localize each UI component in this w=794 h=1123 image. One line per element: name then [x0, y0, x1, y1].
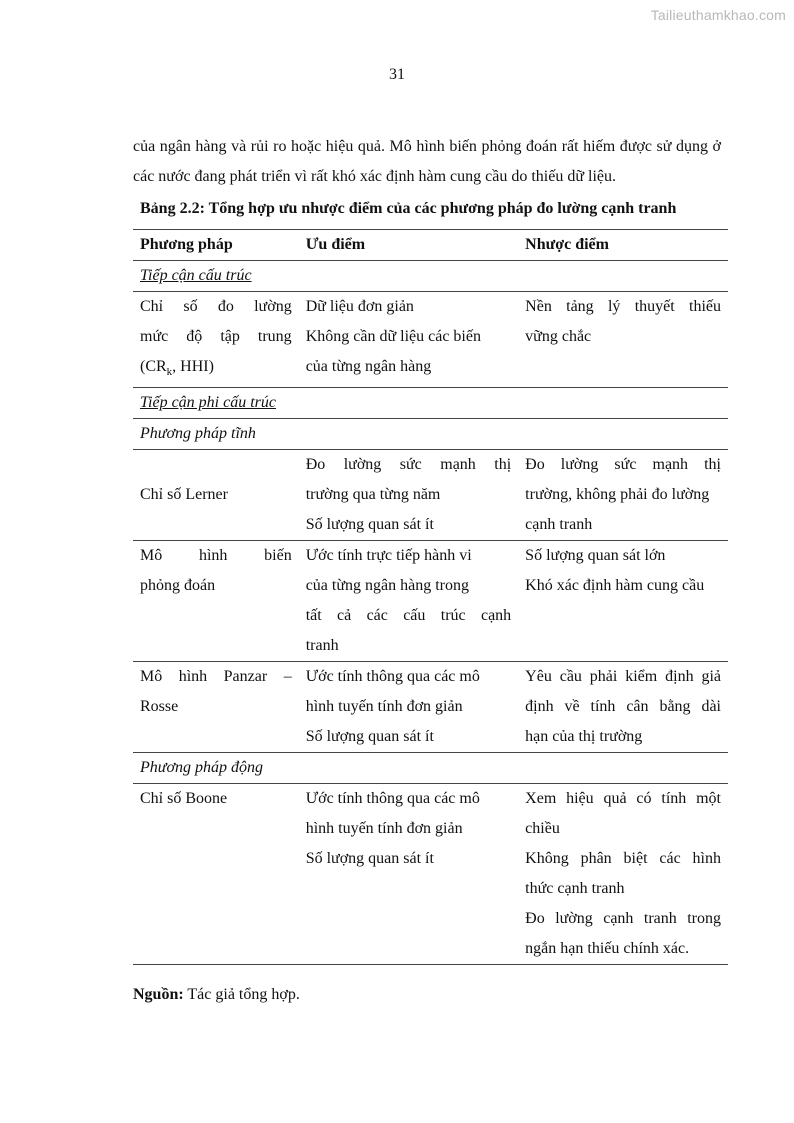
- section-structural: Tiếp cận cấu trúc: [133, 261, 299, 292]
- page-number: 31: [389, 66, 405, 83]
- section-static: Phương pháp tĩnh: [133, 419, 299, 450]
- section-row-structural: [133, 261, 728, 292]
- disadvantages-cell: Đo lường sức mạnh thị trường, không phải đo lường cạnh tranh: [518, 450, 728, 541]
- comparison-table: [133, 229, 728, 965]
- method-cell: Mô hình biến phỏng đoán: [133, 541, 299, 662]
- advantages-cell: Ước tính thông qua các mô hình tuyến tính đơn giản Số lượng quan sát ít: [299, 784, 518, 965]
- method-cell: Mô hình Panzar – Rosse: [133, 662, 299, 753]
- advantages-cell: Dữ liệu đơn giản Không cần dữ liệu các biến của từng ngân hàng: [299, 292, 518, 388]
- disadvantages-cell: Nền tảng lý thuyết thiếu vững chắc: [518, 292, 728, 388]
- section-dynamic: Phương pháp động: [133, 753, 299, 784]
- table-row: [133, 450, 728, 541]
- table-row: [133, 541, 728, 662]
- source-label: Nguồn:: [133, 986, 184, 1003]
- intro-paragraph: của ngân hàng và rủi ro hoặc hiệu quả. Mô hình biến phỏng đoán rất hiếm được sử dụng ở các nước đang phát triển vì rất khó xác định hàm cung cầu do thiếu dữ liệu.: [133, 138, 721, 185]
- watermark: Tailieuthamkhao.com: [650, 7, 786, 23]
- table-row: [133, 662, 728, 753]
- disadvantages-cell: Số lượng quan sát lớn Khó xác định hàm cung cầu: [518, 541, 728, 662]
- table-row: [133, 292, 728, 388]
- advantages-cell: Đo lường sức mạnh thị trường qua từng năm Số lượng quan sát ít: [299, 450, 518, 541]
- section-row-dynamic: [133, 753, 728, 784]
- advantages-cell: Ước tính trực tiếp hành vi của từng ngân hàng trong tất cả các cấu trúc cạnh tranh: [299, 541, 518, 662]
- method-line: ($CR_k$, HHI): [140, 358, 214, 379]
- table-caption: Bảng 2.2: Tổng hợp ưu nhược điểm của các phương pháp đo lường cạnh tranh: [140, 200, 677, 217]
- section-row-non-structural: [133, 388, 728, 419]
- table-header-row: [133, 230, 728, 261]
- method-cell: [133, 292, 299, 388]
- source-note: [133, 986, 300, 1004]
- method-cell: Chỉ số Lerner: [133, 450, 299, 541]
- source-text: Tác giả tổng hợp.: [183, 986, 300, 1003]
- section-row-static: [133, 419, 728, 450]
- method-line: mức độ tập trung: [140, 328, 292, 345]
- disadvantages-cell: Xem hiệu quả có tính một chiều Không phân biệt các hình thức cạnh tranh Đo lường cạnh tranh trong ngắn hạn thiếu chính xác.: [518, 784, 728, 965]
- advantages-cell: Ước tính thông qua các mô hình tuyến tính đơn giản Số lượng quan sát ít: [299, 662, 518, 753]
- method-line: Chỉ số đo lường: [140, 298, 292, 315]
- table-row: [133, 784, 728, 965]
- header-method: Phương pháp: [133, 230, 299, 261]
- section-non-structural: Tiếp cận phi cấu trúc: [133, 388, 299, 419]
- header-advantages: Ưu điểm: [299, 230, 518, 261]
- disadvantages-cell: Yêu cầu phải kiểm định giả định về tính cân bằng dài hạn của thị trường: [518, 662, 728, 753]
- header-disadvantages: Nhược điểm: [518, 230, 728, 261]
- method-cell: Chỉ số Boone: [133, 784, 299, 965]
